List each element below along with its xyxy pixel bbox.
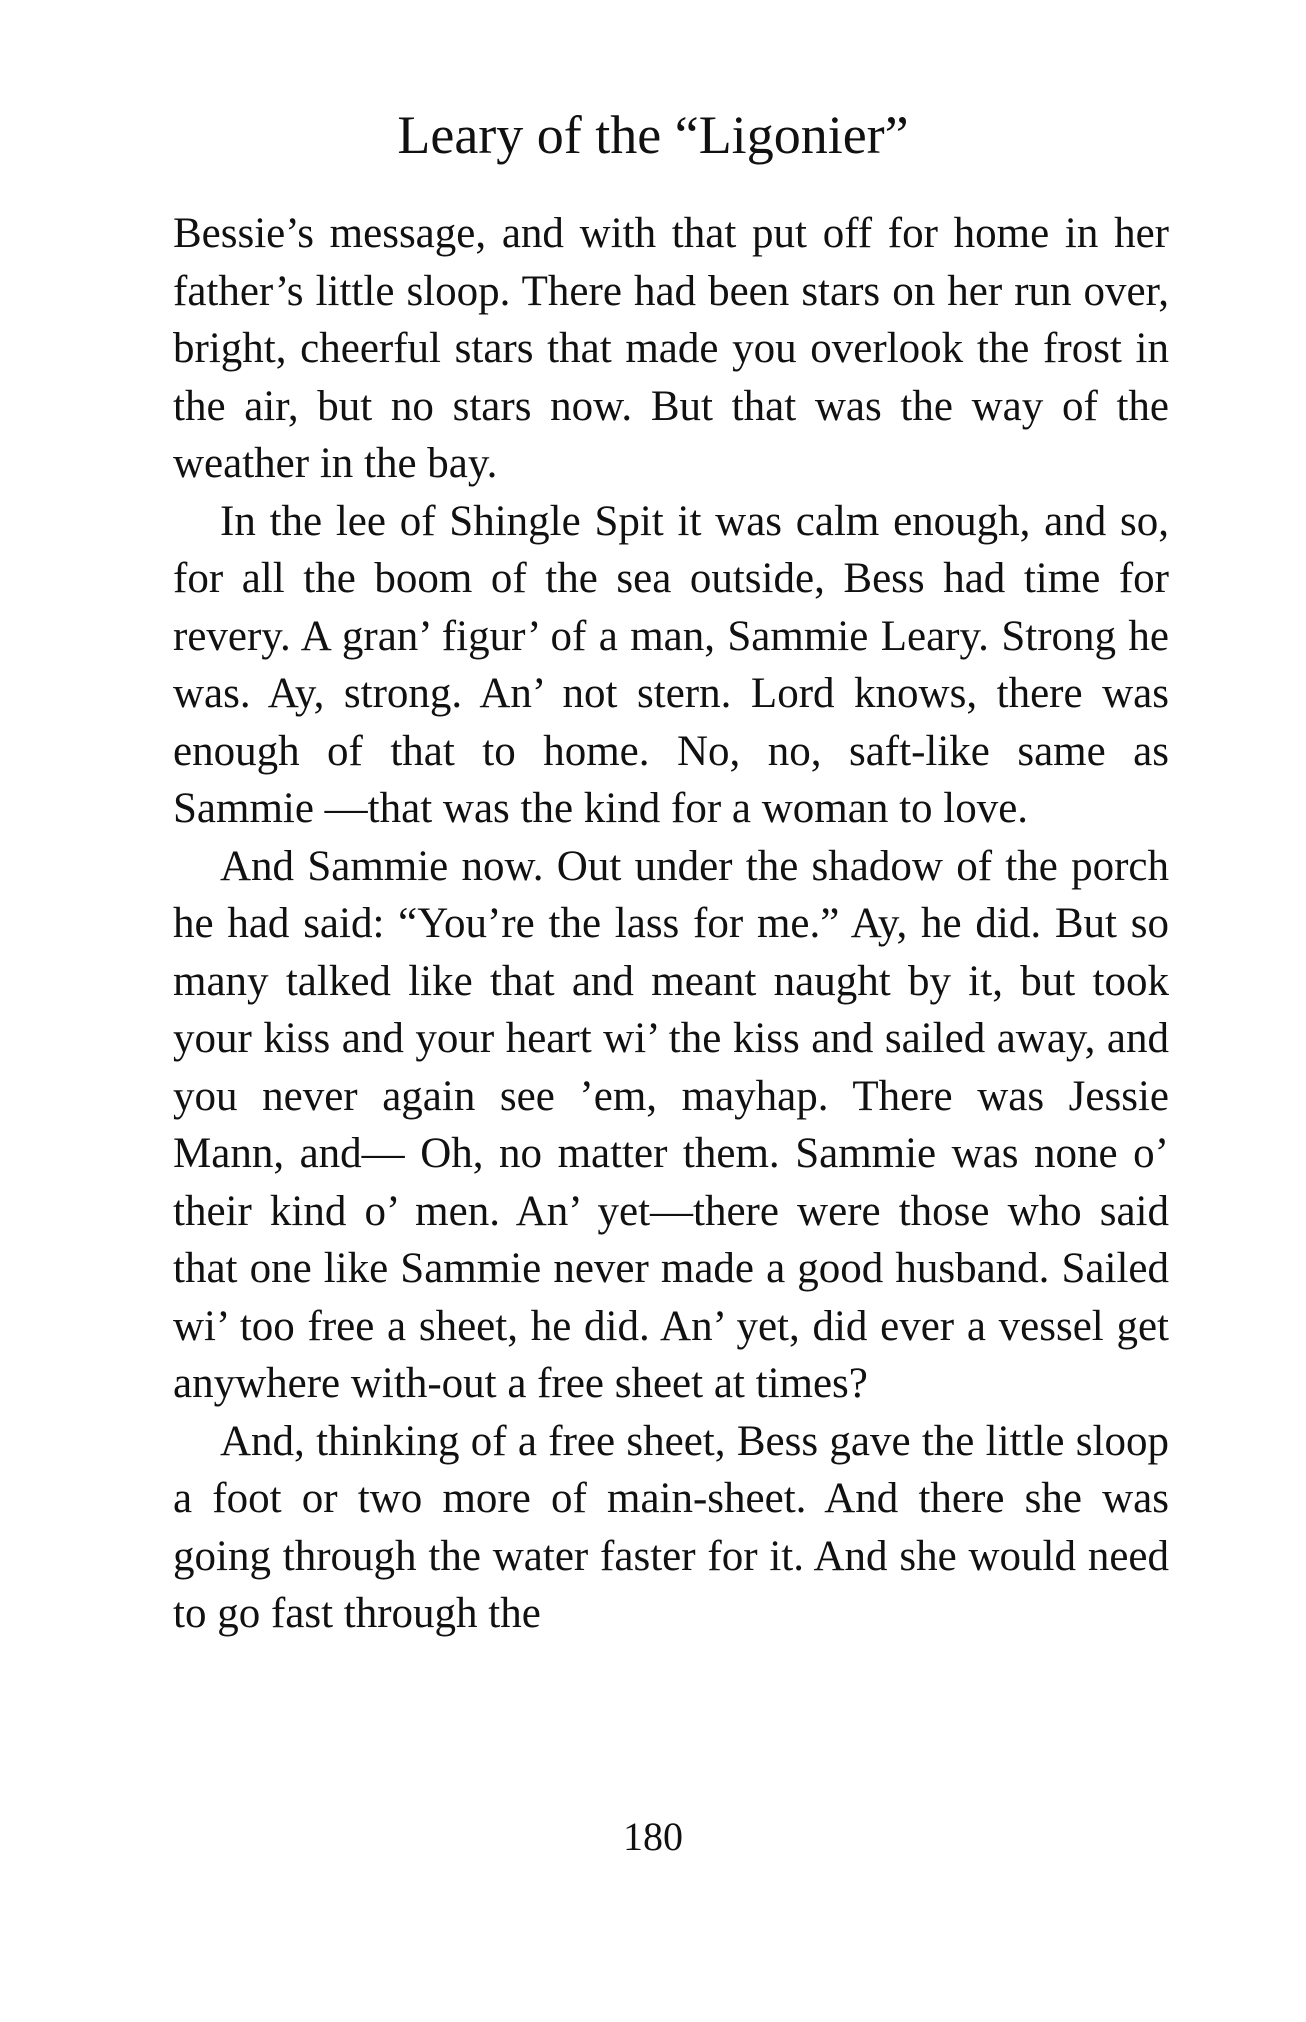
- paragraph-4: And, thinking of a free sheet, Bess gave the little sloop a foot or two more of main-sheet. And there she was going through the water faster for it. And she would need to go fast through the: [173, 1417, 1169, 1637]
- page-number: 180: [623, 1814, 683, 1859]
- body-text: [173, 205, 1169, 1643]
- paragraph-1: Bessie’s message, and with that put off for home in her father’s little sloop. There had been stars on her run over, bright, cheerful stars that made you overlook the frost in the air, but no stars now. But that was the way of the weather in the bay.: [173, 210, 1169, 487]
- running-head: Leary of the “Ligonier”: [397, 105, 909, 165]
- paragraph-3: And Sammie now. Out under the shadow of the porch he had said: “You’re the lass for me.” Ay, he did. But so many talked like that and meant naught by it, but took your kiss and your heart wi’ the kiss and sailed away, and you never again see ’em, mayhap. There was Jessie Mann, and— Oh, no matter them. Sammie was none o’ their kind o’ men. An’ yet—there were those who said that one like Sammie never made a good husband. Sailed wi’ too free a sheet, he did. An’ yet, did ever a vessel get anywhere with-out a free sheet at times?: [173, 842, 1169, 1407]
- paragraph-2: In the lee of Shingle Spit it was calm enough, and so, for all the boom of the sea outside, Bess had time for revery. A gran’ figur’ of a man, Sammie Leary. Strong he was. Ay, strong. An’ not stern. Lord knows, there was enough of that to home. No, no, saft-like same as Sammie —that was the kind for a woman to love.: [173, 497, 1169, 832]
